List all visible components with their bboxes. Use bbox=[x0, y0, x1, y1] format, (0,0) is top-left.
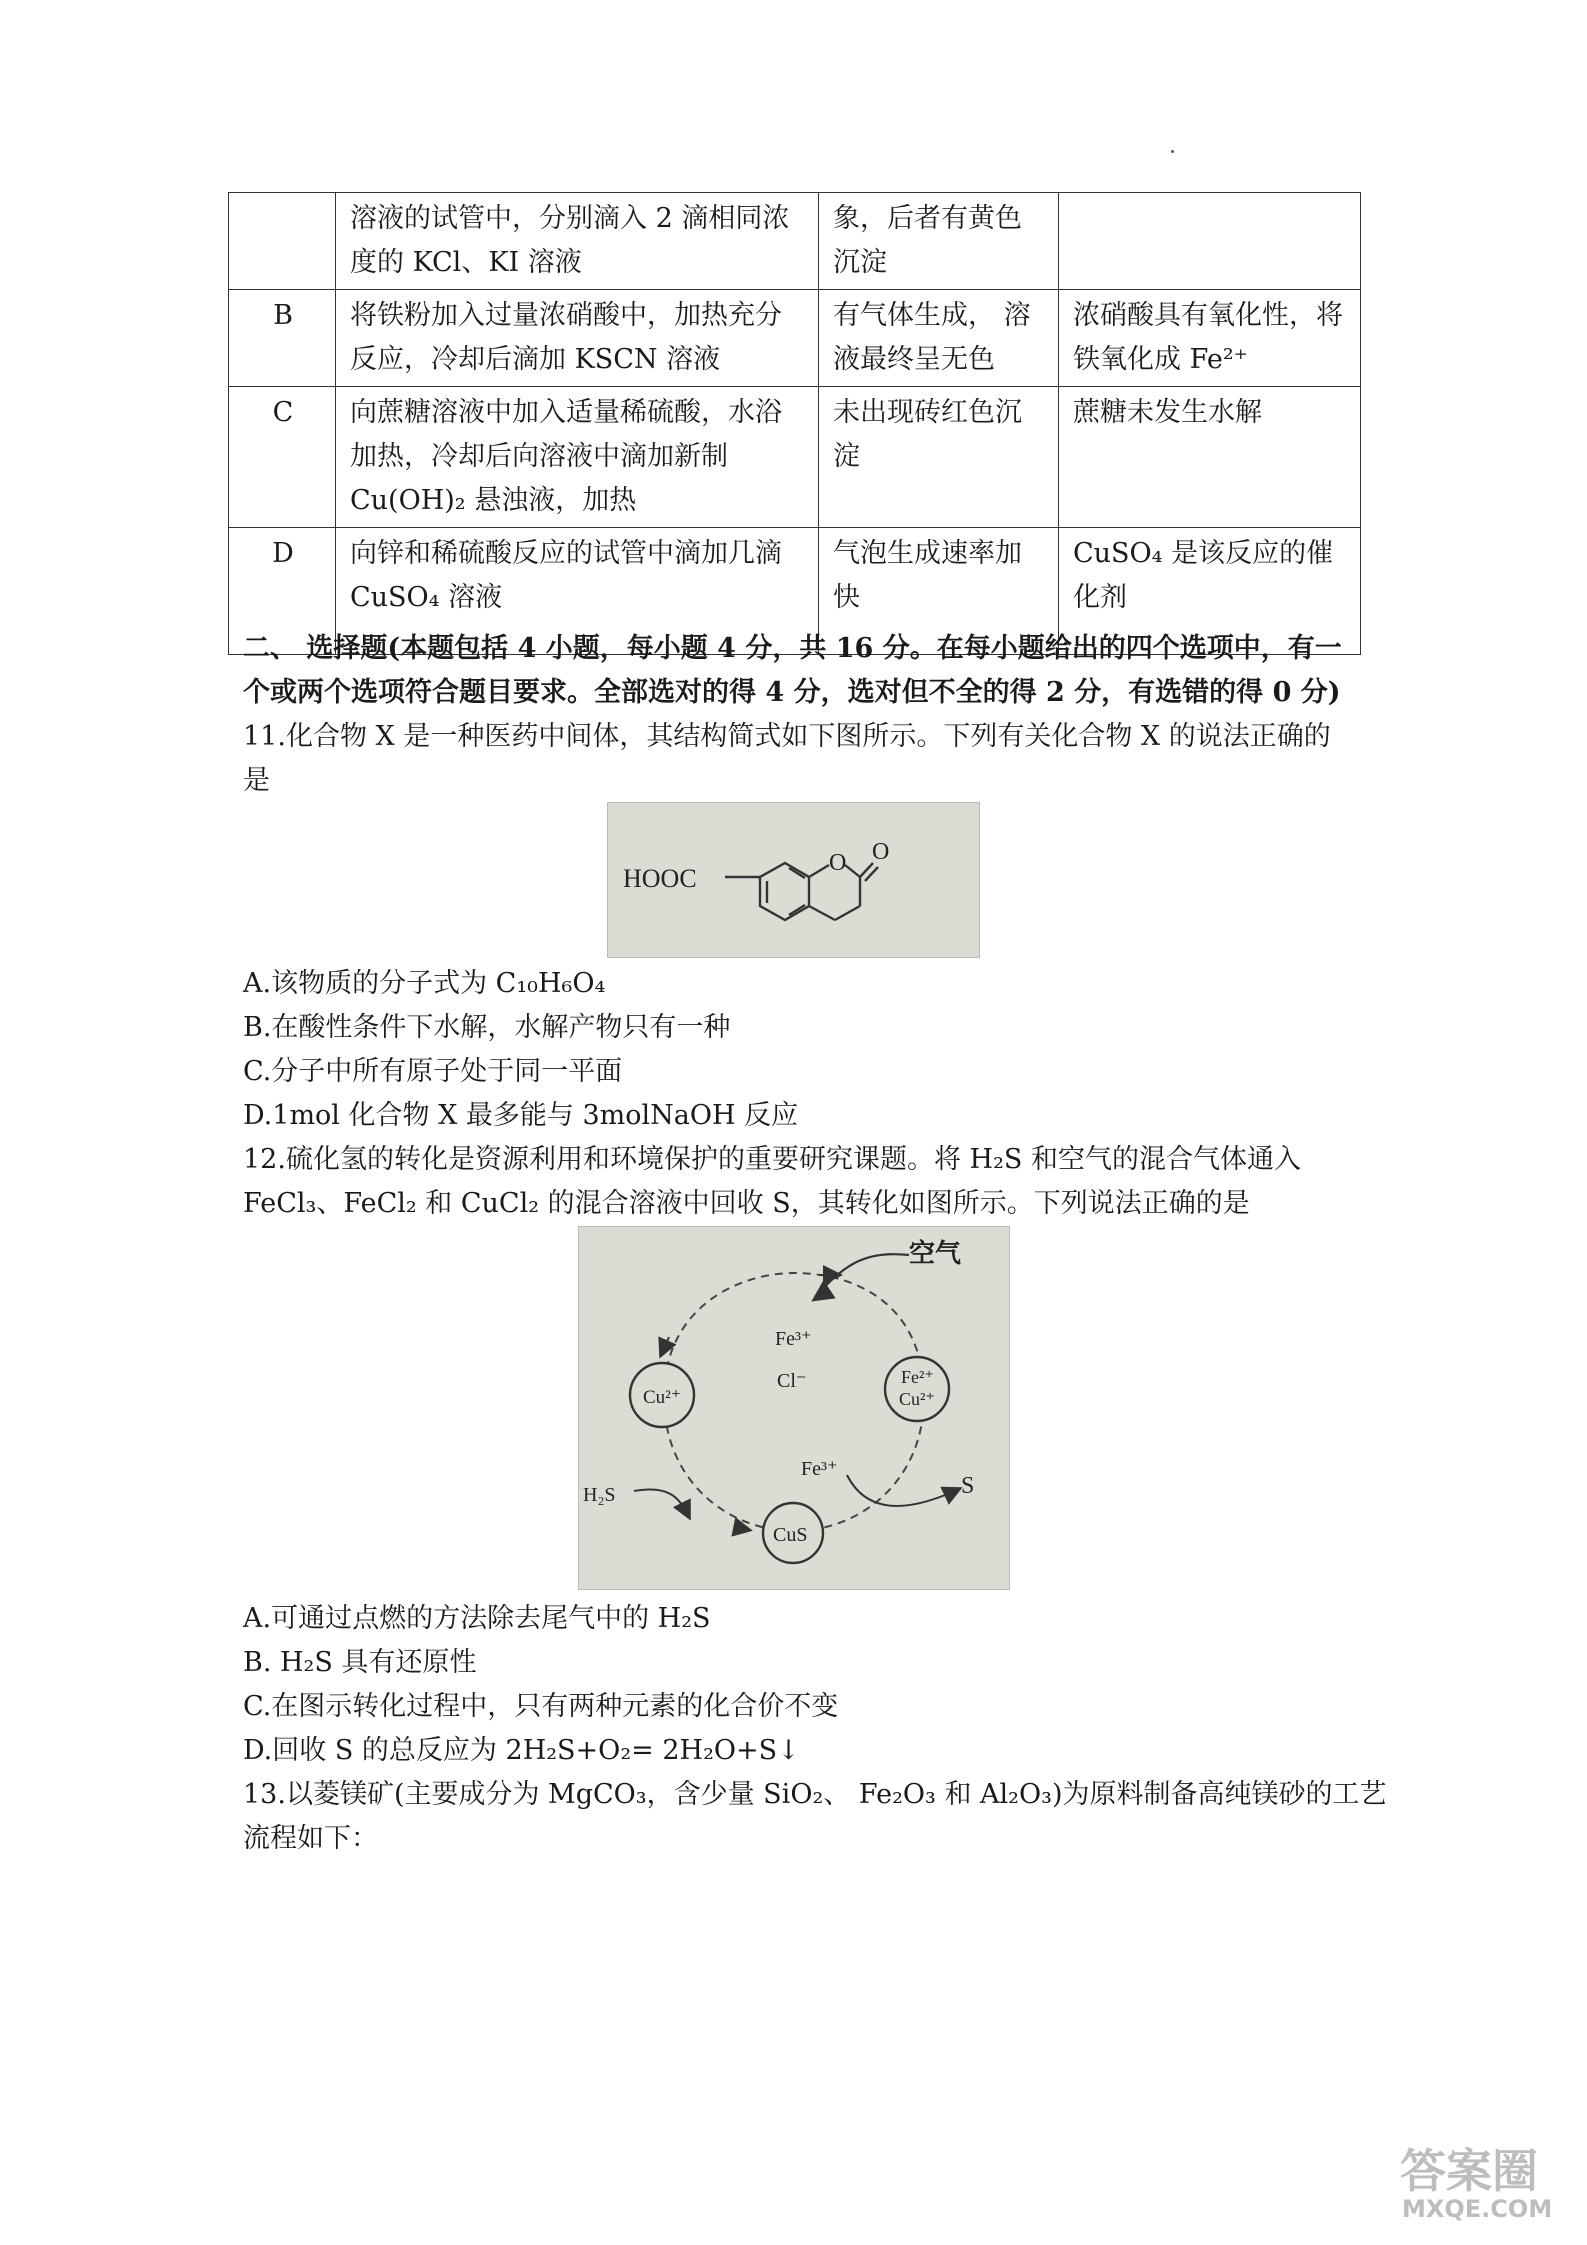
q11-option-b: B.在酸性条件下水解，水解产物只有一种 bbox=[243, 1012, 731, 1043]
table-row bbox=[229, 290, 1361, 387]
scan-dot bbox=[1171, 150, 1174, 153]
q11-stem-line2: 是 bbox=[243, 765, 270, 796]
q11-stem-line1: 11.化合物 X 是一种医药中间体，其结构简式如下图所示。下列有关化合物 X 的说法正确的 bbox=[243, 721, 1331, 752]
structure-formula bbox=[608, 803, 979, 957]
q12-option-c: C.在图示转化过程中，只有两种元素的化合价不变 bbox=[243, 1691, 839, 1722]
q12-option-b: B. H₂S 具有还原性 bbox=[243, 1647, 477, 1678]
q13-stem-line1: 13.以菱镁矿(主要成分为 MgCO₃，含少量 SiO₂、 Fe₂O₃ 和 Al₂O₃)为原料制备高纯镁砂的工艺 bbox=[243, 1779, 1387, 1810]
fe3-top-label: Fe³⁺ bbox=[775, 1328, 812, 1350]
row-label bbox=[229, 193, 336, 290]
q11-option-a: A.该物质的分子式为 C₁₀H₆O₄ bbox=[243, 968, 606, 999]
chloride-label: Cl⁻ bbox=[777, 1370, 807, 1392]
cus-label: CuS bbox=[773, 1524, 808, 1546]
fe2-label: Fe²⁺ bbox=[901, 1367, 934, 1387]
row-conclusion: CuSO₄ 是该反应的催化剂 bbox=[1059, 528, 1361, 655]
q12-option-d: D.回收 S 的总反应为 2H₂S+O₂= 2H₂O+S↓ bbox=[243, 1735, 800, 1766]
row-phenomenon: 未出现砖红色沉淀 bbox=[819, 387, 1059, 528]
conversion-diagram bbox=[578, 1226, 1010, 1590]
row-conclusion bbox=[1059, 193, 1361, 290]
ring-oxygen-label: O bbox=[829, 850, 847, 876]
row-phenomenon: 气泡生成速率加快 bbox=[819, 528, 1059, 655]
h2s-label: H₂S bbox=[583, 1484, 616, 1506]
conversion-cycle bbox=[579, 1227, 1009, 1589]
cu2-label: Cu²⁺ bbox=[643, 1387, 681, 1408]
cycle-path bbox=[664, 1273, 924, 1531]
q13-stem-line2: 流程如下： bbox=[243, 1823, 378, 1854]
watermark-url: MXQE.COM bbox=[1402, 2195, 1553, 2223]
q11-option-d: D.1mol 化合物 X 最多能与 3molNaOH 反应 bbox=[243, 1100, 799, 1131]
structure-figure bbox=[607, 802, 980, 958]
watermark-logo: 答案圈 bbox=[1400, 2144, 1538, 2198]
row-label: D bbox=[229, 528, 336, 655]
cu2-right-label: Cu²⁺ bbox=[899, 1389, 935, 1409]
q12-stem-line2: FeCl₃、FeCl₂ 和 CuCl₂ 的混合溶液中回收 S，其转化如图所示。下列说法正确的是 bbox=[243, 1188, 1250, 1219]
row-phenomenon: 象，后者有黄色沉淀 bbox=[819, 193, 1059, 290]
fe3-bottom-label: Fe³⁺ bbox=[801, 1458, 838, 1480]
row-procedure: 将铁粉加入过量浓硝酸中，加热充分反应，冷却后滴加 KSCN 溶液 bbox=[336, 290, 819, 387]
carbonyl-oxygen-label: O bbox=[872, 839, 890, 865]
q12-option-a: A.可通过点燃的方法除去尾气中的 H₂S bbox=[243, 1603, 711, 1634]
row-conclusion: 蔗糖未发生水解 bbox=[1059, 387, 1361, 528]
row-procedure: 向蔗糖溶液中加入适量稀硫酸，水浴加热，冷却后向溶液中滴加新制 Cu(OH)₂ 悬浊液，加热 bbox=[336, 387, 819, 528]
row-procedure: 向锌和稀硫酸反应的试管中滴加几滴 CuSO₄ 溶液 bbox=[336, 528, 819, 655]
row-phenomenon: 有气体生成， 溶液最终呈无色 bbox=[819, 290, 1059, 387]
sulfur-label: S bbox=[961, 1473, 975, 1499]
experiment-table bbox=[228, 192, 1361, 655]
section-heading-line2: 个或两个选项符合题目要求。全部选对的得 4 分，选对但不全的得 2 分，有选错的得 0 分) bbox=[243, 677, 1341, 708]
table-row bbox=[229, 387, 1361, 528]
row-conclusion: 浓硝酸具有氧化性，将铁氧化成 Fe²⁺ bbox=[1059, 290, 1361, 387]
hooc-label: HOOC bbox=[623, 864, 697, 893]
air-label: 空气 bbox=[909, 1239, 962, 1268]
section-heading-line1: 二、 选择题(本题包括 4 小题，每小题 4 分，共 16 分。在每小题给出的四个选项中，有一 bbox=[243, 633, 1342, 664]
q11-option-c: C.分子中所有原子处于同一平面 bbox=[243, 1056, 623, 1087]
q12-stem-line1: 12.硫化氢的转化是资源利用和环境保护的重要研究课题。将 H₂S 和空气的混合气体通入 bbox=[243, 1144, 1301, 1175]
table-row bbox=[229, 193, 1361, 290]
row-label: C bbox=[229, 387, 336, 528]
row-procedure: 溶液的试管中，分别滴入 2 滴相同浓度的 KCl、KI 溶液 bbox=[336, 193, 819, 290]
row-label: B bbox=[229, 290, 336, 387]
